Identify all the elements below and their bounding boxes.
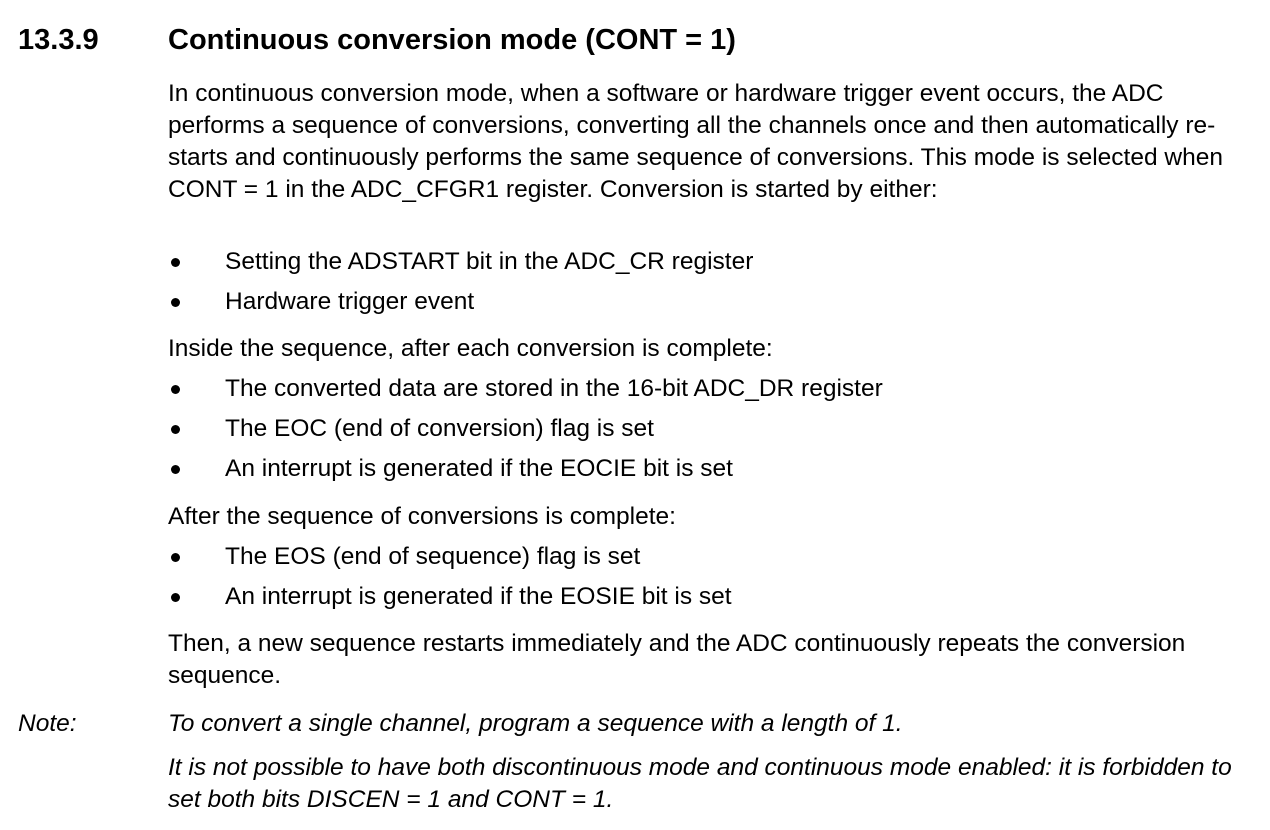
note-line: It is not possible to have both discontinuous mode and continuous mode enabled: it is forbidden to set both bits DISCEN = 1 and CONT = 1. — [168, 754, 1232, 813]
list-item-text: The EOS (end of sequence) flag is set — [225, 543, 641, 570]
bullet-icon — [171, 298, 180, 307]
list-item-text: Setting the ADSTART bit in the ADC_CR register — [225, 248, 754, 275]
section-number: 13.3.9 — [18, 24, 99, 56]
inside-sequence-list — [168, 369, 1253, 489]
bullet-icon — [171, 258, 180, 267]
section-title: Continuous conversion mode (CONT = 1) — [168, 24, 736, 56]
list-item-text: Hardware trigger event — [225, 288, 475, 315]
list-item — [168, 369, 1253, 409]
list-item — [168, 537, 1253, 577]
bullet-icon — [171, 425, 180, 434]
list-item — [168, 577, 1253, 617]
list-item-text: An interrupt is generated if the EOCIE bit is set — [225, 455, 733, 482]
list-item — [168, 282, 1253, 322]
start-trigger-list — [168, 242, 1253, 322]
list-item-text: The EOC (end of conversion) flag is set — [225, 415, 654, 442]
bullet-icon — [171, 465, 180, 474]
intro-paragraph: In continuous conversion mode, when a software or hardware trigger event occurs, the ADC performs a sequence of conversions, converting all the channels once and then automatically re-starts and continuously performs the same sequence of conversions. This mode is selected when CONT = 1 in the ADC_CFGR1 register. Conversion is started by either: — [168, 80, 1223, 203]
list-item — [168, 449, 1253, 489]
list-item — [168, 242, 1253, 282]
list-item-text: The converted data are stored in the 16-bit ADC_DR register — [225, 375, 883, 402]
after-sequence-list — [168, 537, 1253, 617]
bullet-icon — [171, 553, 180, 562]
bullet-icon — [171, 593, 180, 602]
inside-sequence-paragraph: Inside the sequence, after each conversion is complete: — [168, 335, 773, 362]
closing-paragraph: Then, a new sequence restarts immediately and the ADC continuously repeats the conversion sequence. — [168, 630, 1186, 689]
section-heading — [18, 20, 1258, 60]
list-item-text: An interrupt is generated if the EOSIE bit is set — [225, 583, 732, 610]
bullet-icon — [171, 385, 180, 394]
note-line: To convert a single channel, program a sequence with a length of 1. — [168, 710, 903, 737]
note-label: Note: — [18, 710, 77, 737]
after-sequence-paragraph: After the sequence of conversions is complete: — [168, 503, 676, 530]
list-item — [168, 409, 1253, 449]
